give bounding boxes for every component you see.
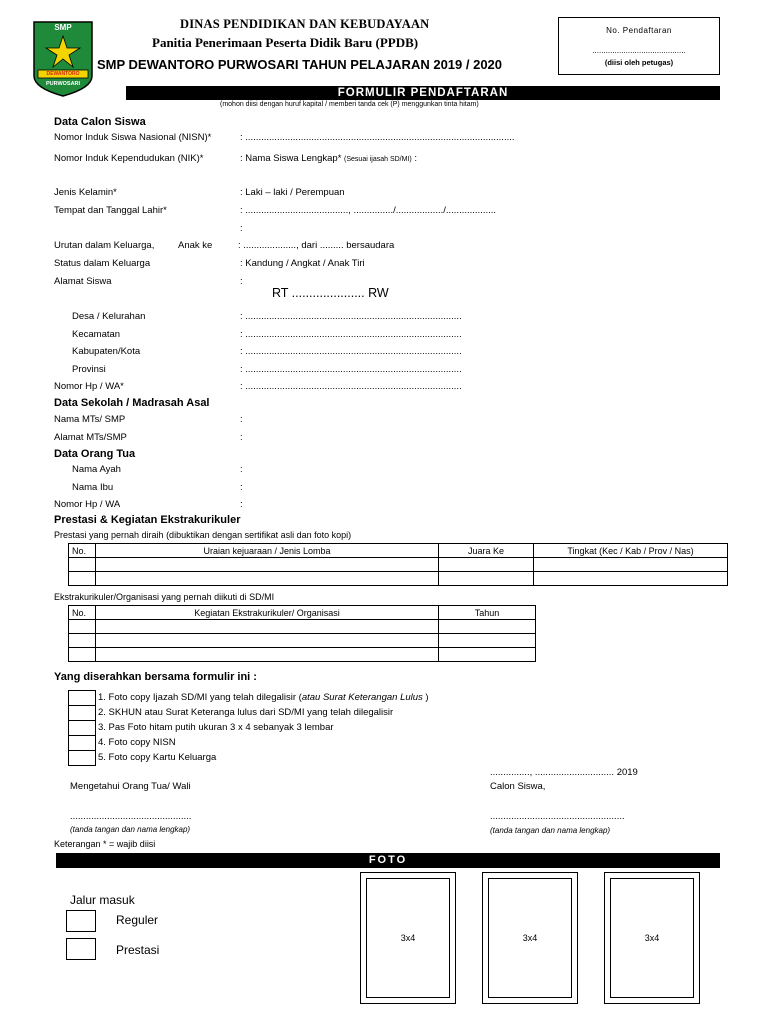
ekskul-subtitle: Ekstrakurikuler/Organisasi yang pernah diikuti di SD/MI — [54, 592, 275, 602]
table-cell[interactable] — [69, 572, 96, 586]
form-title-bar: FORMULIR PENDAFTARAN — [126, 86, 720, 100]
table-row[interactable] — [69, 634, 536, 648]
nama-sekolah-colon[interactable]: : — [240, 414, 243, 425]
lampiran-item-3: 3. Pas Foto hitam putih ukuran 3 x 4 sebanyak 3 lembar — [98, 722, 334, 733]
table-cell[interactable] — [439, 572, 534, 586]
table-cell[interactable] — [96, 558, 439, 572]
ttl-field[interactable]: : ......................................., .............../................../................... — [240, 205, 497, 216]
photo-box-2[interactable] — [482, 872, 578, 1004]
urutan-field[interactable]: : ...................., dari ......... bersaudara — [238, 240, 395, 251]
prestasi-subtitle: Prestasi yang pernah diraih (dibuktikan dengan sertifikat asli dan foto kopi) — [54, 530, 352, 540]
lampiran-checkbox-1[interactable] — [68, 690, 96, 706]
lampiran-item-2: 2. SKHUN atau Surat Keteranga lulus dari SD/MI yang telah dilegalisir — [98, 707, 394, 718]
status-field[interactable]: : Kandung / Angkat / Anak Tiri — [240, 258, 365, 269]
ttl-label: Tempat dan Tanggal Lahir* — [54, 205, 167, 216]
table-cell[interactable] — [69, 648, 96, 662]
photo-slot-2 — [488, 878, 572, 998]
ekskul-table — [68, 605, 536, 662]
nama-siswa-label[interactable] — [240, 153, 417, 164]
signature-left-dots[interactable]: .............................................. — [70, 811, 192, 822]
table-cell[interactable] — [96, 620, 439, 634]
keterangan-text: Keterangan * = wajib diisi — [54, 839, 156, 849]
hp-siswa-label: Nomor Hp / WA* — [54, 381, 124, 392]
table-cell[interactable] — [69, 620, 96, 634]
lampiran-item-1-text: 1. Foto copy Ijazah SD/MI yang telah dilegalisir ( — [98, 692, 302, 703]
nisn-field[interactable]: : ...................................................................................................... — [240, 132, 515, 143]
col-header-no: No. — [69, 606, 96, 620]
kecamatan-label: Kecamatan — [72, 329, 121, 340]
logo-bottom-text: PURWOSARI — [45, 81, 81, 87]
photo-slot-1 — [366, 878, 450, 998]
status-label: Status dalam Keluarga — [54, 258, 151, 269]
reg-box-title: No. Pendaftaran — [606, 26, 672, 35]
col-header-kegiatan: Kegiatan Ekstrakurikuler/ Organisasi — [96, 606, 439, 620]
table-cell[interactable] — [96, 648, 439, 662]
table-cell[interactable] — [439, 620, 536, 634]
hp-ortu-colon[interactable]: : — [240, 499, 243, 510]
lampiran-checkbox-3[interactable] — [68, 720, 96, 736]
table-row[interactable] — [69, 558, 728, 572]
signature-date-line[interactable]: ..............., .............................. 2019 — [490, 767, 638, 778]
jalur-prestasi-label: Prestasi — [116, 943, 160, 957]
table-cell[interactable] — [534, 558, 728, 572]
nama-ayah-colon[interactable]: : — [240, 464, 243, 475]
col-header-no: No. — [69, 544, 96, 558]
table-header-row — [69, 544, 728, 558]
nama-sekolah-label: Nama MTs/ SMP — [54, 414, 126, 425]
logo-top-text: SMP — [54, 23, 72, 32]
provinsi-label: Provinsi — [72, 364, 106, 375]
desa-label: Desa / Kelurahan — [72, 311, 146, 322]
hp-siswa-field[interactable]: : .................................................................................. — [240, 381, 462, 392]
table-cell[interactable] — [534, 572, 728, 586]
section-title-siswa: Data Calon Siswa — [54, 116, 146, 128]
photo-slot-3 — [610, 878, 694, 998]
alamat-sekolah-label: Alamat MTs/SMP — [54, 432, 127, 443]
header-line3: SMP DEWANTORO PURWOSARI TAHUN PELAJARAN 2019 / 2020 — [97, 57, 503, 72]
photo-label: 3x4 — [644, 933, 660, 943]
rt-rw-field[interactable]: RT ..................... RW — [272, 286, 389, 300]
instruction-text: (mohon diisi dengan huruf kapital / memberi tanda cek (P) menggunkan tinta hitam) — [220, 101, 479, 108]
jenis-kelamin-field[interactable]: : Laki – laki / Perempuan — [240, 187, 345, 198]
table-cell[interactable] — [96, 634, 439, 648]
lampiran-item-1-end: ) — [422, 692, 429, 703]
ttl-colon-2: : — [240, 223, 243, 234]
nama-siswa-text: : Nama Siswa Lengkap* — [240, 153, 342, 164]
reg-box-dots[interactable]: .......................................... — [592, 46, 686, 55]
table-row[interactable] — [69, 648, 536, 662]
table-cell[interactable] — [439, 648, 536, 662]
kecamatan-field[interactable]: : .................................................................................. — [240, 329, 462, 340]
table-row[interactable] — [69, 620, 536, 634]
lampiran-checkbox-4[interactable] — [68, 735, 96, 751]
section-title-prestasi: Prestasi & Kegiatan Ekstrakurikuler — [54, 514, 241, 526]
photo-box-1[interactable] — [360, 872, 456, 1004]
alamat-sekolah-colon[interactable]: : — [240, 432, 243, 443]
urutan-label: Urutan dalam Keluarga, — [54, 240, 155, 251]
nisn-label: Nomor Induk Siswa Nasional (NISN)* — [54, 132, 212, 143]
section-title-lampiran: Yang diserahkan bersama formulir ini : — [54, 671, 257, 683]
photo-label: 3x4 — [400, 933, 416, 943]
section-title-ortu: Data Orang Tua — [54, 448, 136, 460]
provinsi-field[interactable]: : .................................................................................. — [240, 364, 462, 375]
jalur-reguler-label: Reguler — [116, 913, 159, 927]
nama-ayah-label: Nama Ayah — [72, 464, 121, 475]
table-row[interactable] — [69, 572, 728, 586]
table-header-row — [69, 606, 536, 620]
signature-right-note: (tanda tangan dan nama lengkap) — [490, 826, 611, 835]
nama-ibu-colon[interactable]: : — [240, 482, 243, 493]
header-line1: DINAS PENDIDIKAN DAN KEBUDAYAAN — [180, 17, 430, 31]
lampiran-checkbox-5[interactable] — [68, 750, 96, 766]
col-header-juara: Juara Ke — [439, 544, 534, 558]
signature-left-note: (tanda tangan dan nama lengkap) — [70, 825, 191, 834]
signature-right-title: Calon Siswa, — [490, 781, 546, 792]
lampiran-item-4: 4. Foto copy NISN — [98, 737, 176, 748]
hp-ortu-label: Nomor Hp / WA — [54, 499, 121, 510]
school-logo — [32, 20, 94, 98]
lampiran-item-1-italic: atau Surat Keterangan Lulus — [301, 692, 423, 703]
foto-bar: FOTO — [56, 853, 720, 868]
jalur-prestasi-checkbox[interactable] — [66, 938, 96, 960]
signature-right-dots[interactable]: ................................................... — [490, 811, 625, 822]
lampiran-item-5: 5. Foto copy Kartu Keluarga — [98, 752, 217, 763]
header-line2: Panitia Penerimaan Peserta Didik Baru (PPDB) — [152, 35, 419, 50]
col-header-tahun: Tahun — [439, 606, 536, 620]
lampiran-item-1 — [98, 692, 429, 703]
registration-number-box — [558, 17, 720, 75]
lampiran-checkbox-2[interactable] — [68, 705, 96, 721]
nik-label: Nomor Induk Kependudukan (NIK)* — [54, 153, 204, 164]
anak-ke-label: Anak ke — [178, 240, 213, 251]
jenis-kelamin-label: Jenis Kelamin* — [54, 187, 117, 198]
desa-field[interactable]: : .................................................................................. — [240, 311, 462, 322]
kabupaten-label: Kabupaten/Kota — [72, 346, 141, 357]
table-cell[interactable] — [69, 558, 96, 572]
section-title-sekolah: Data Sekolah / Madrasah Asal — [54, 397, 210, 409]
logo-banner-text: DEWANTORO — [46, 71, 80, 77]
reg-box-note: (diisi oleh petugas) — [604, 58, 674, 67]
prestasi-table — [68, 543, 728, 586]
table-cell[interactable] — [439, 634, 536, 648]
col-header-tingkat: Tingkat (Kec / Kab / Prov / Nas) — [534, 544, 728, 558]
kabupaten-field[interactable]: : .................................................................................. — [240, 346, 462, 357]
table-cell[interactable] — [439, 558, 534, 572]
alamat-label: Alamat Siswa — [54, 276, 112, 287]
table-cell[interactable] — [69, 634, 96, 648]
photo-box-3[interactable] — [604, 872, 700, 1004]
nama-siswa-colon: : — [414, 153, 418, 164]
col-header-uraian: Uraian kejuaraan / Jenis Lomba — [96, 544, 439, 558]
table-cell[interactable] — [96, 572, 439, 586]
jalur-reguler-checkbox[interactable] — [66, 910, 96, 932]
signature-left-title: Mengetahui Orang Tua/ Wali — [70, 781, 191, 792]
photo-label: 3x4 — [522, 933, 538, 943]
nama-siswa-note: (Sesuai ijasah SD/MI) — [344, 156, 412, 163]
alamat-colon: : — [240, 276, 243, 287]
nama-ibu-label: Nama Ibu — [72, 482, 114, 493]
jalur-title: Jalur masuk — [70, 893, 135, 907]
